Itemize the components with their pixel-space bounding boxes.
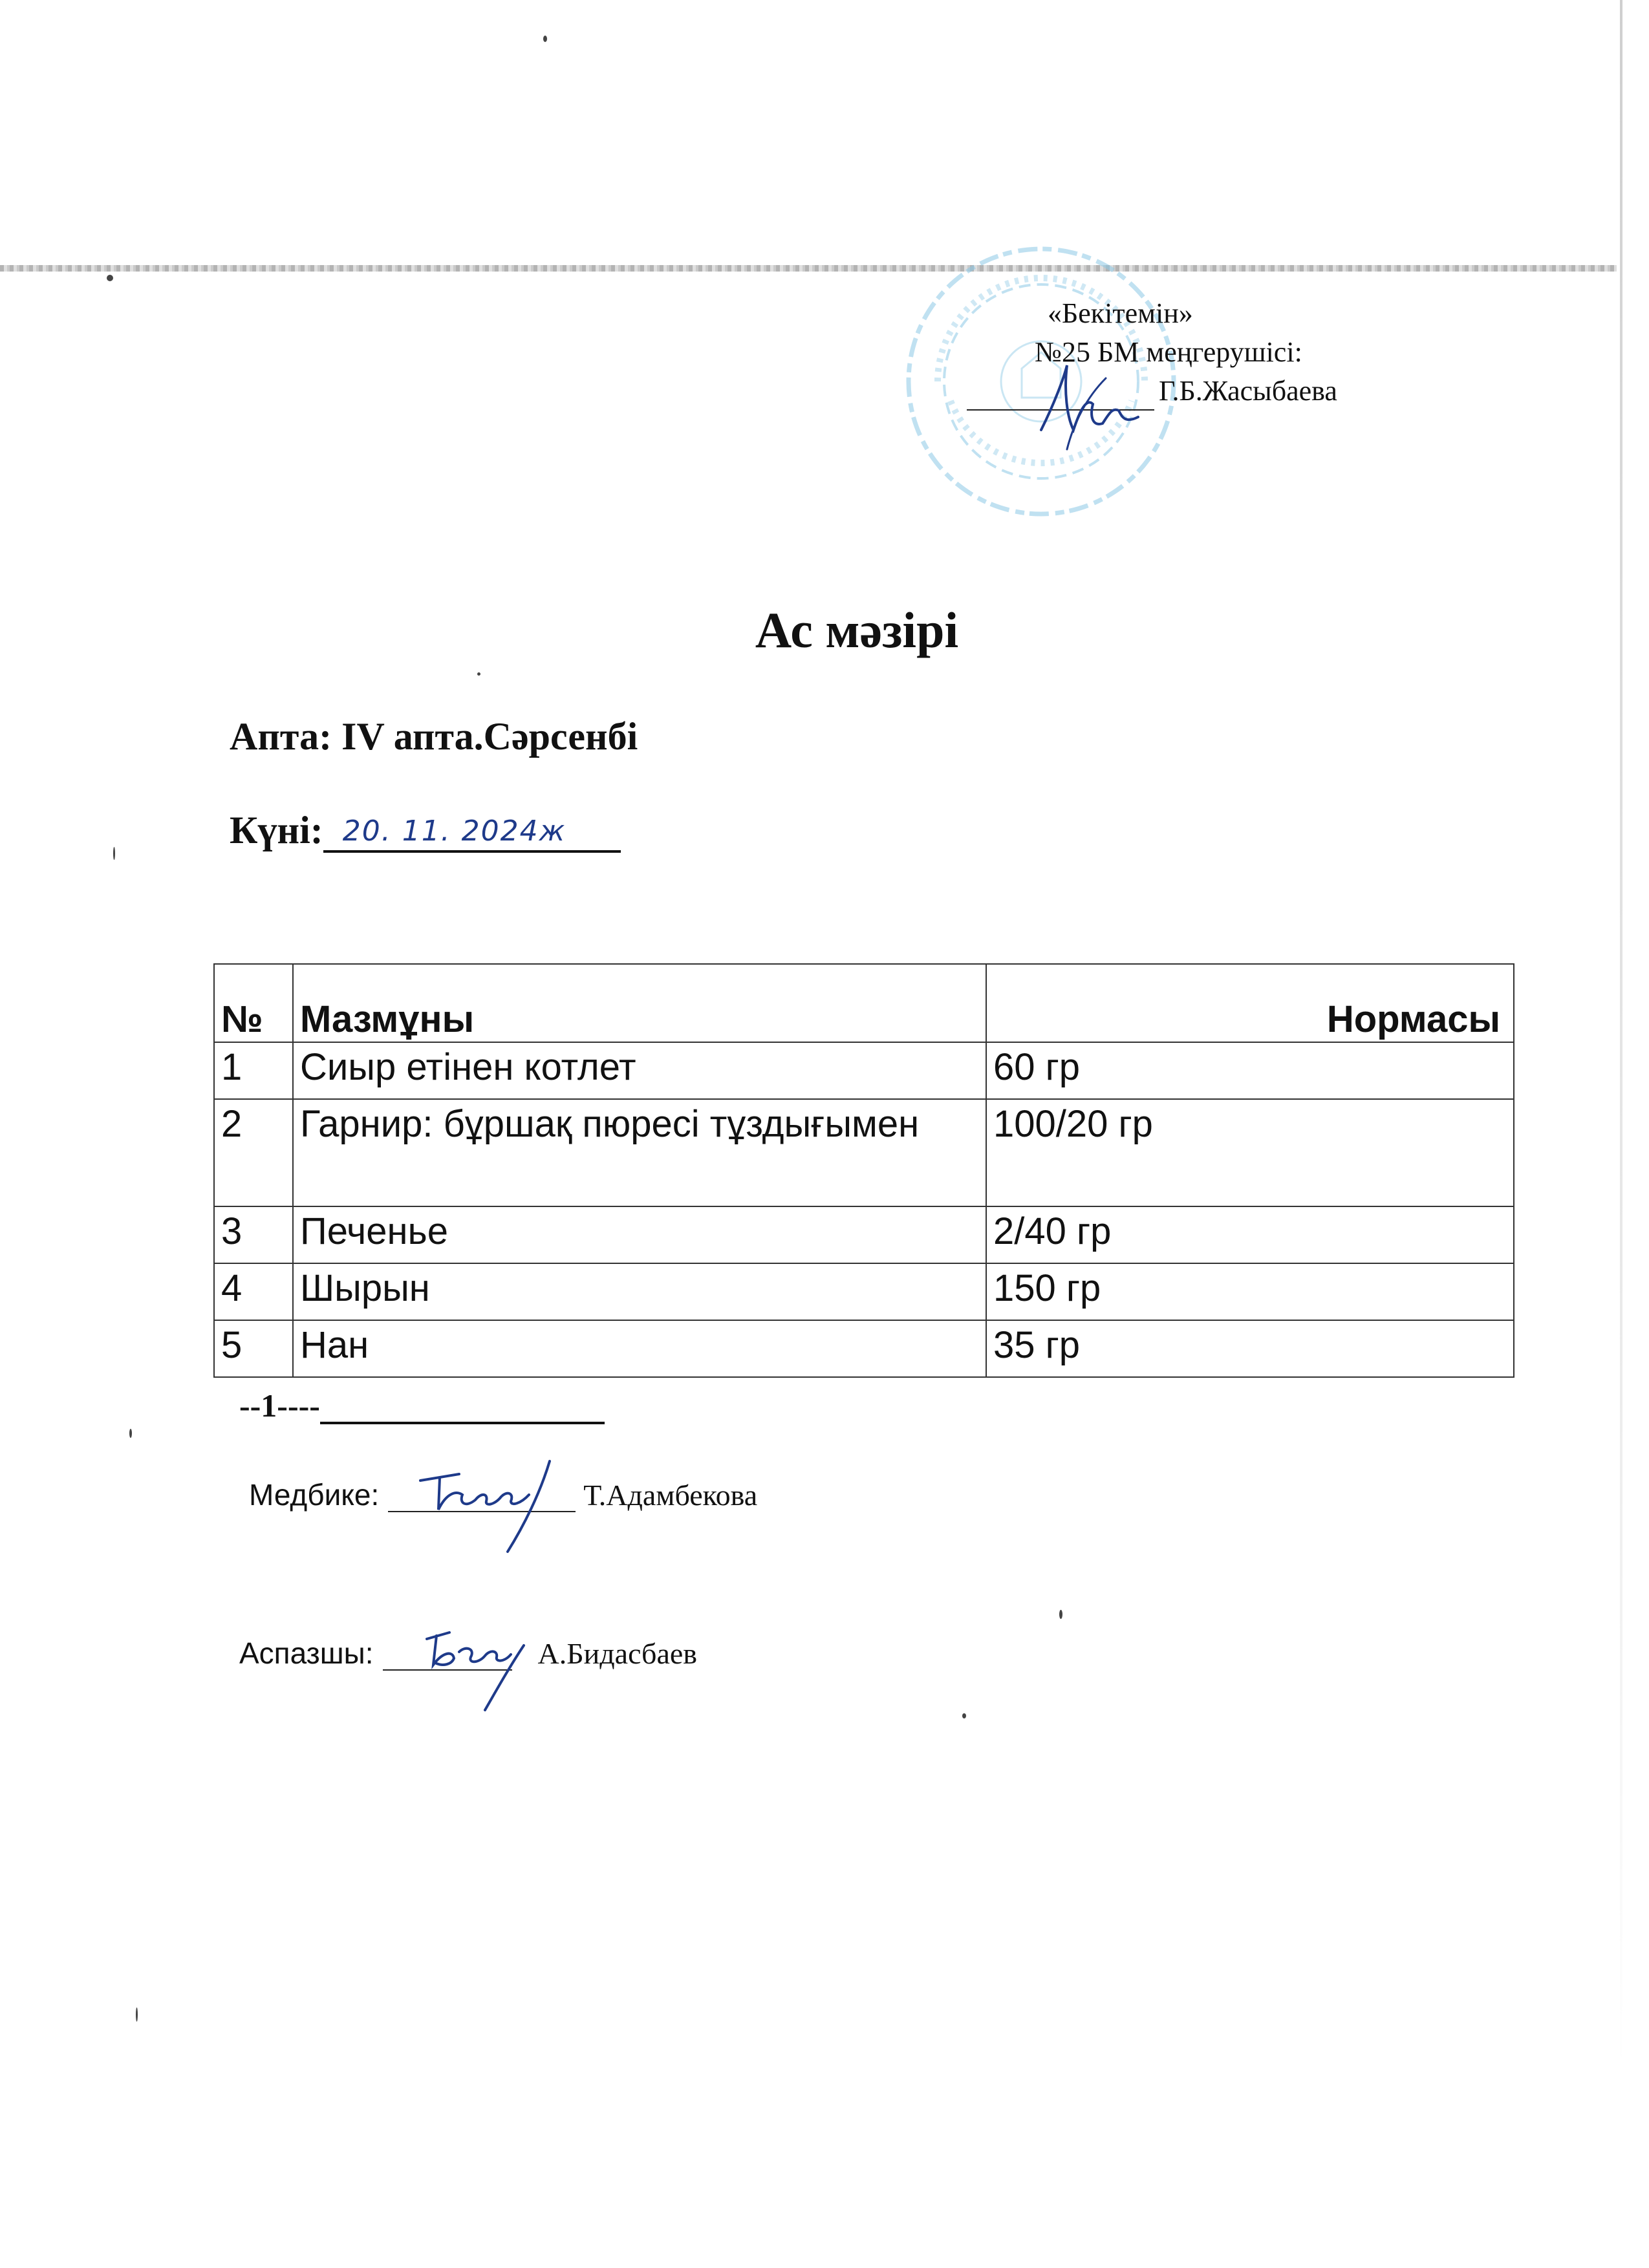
dust-speck [129,1429,132,1438]
row-norm: 150 гр [986,1263,1514,1320]
table-row [214,1206,1514,1263]
row-norm: 60 гр [986,1042,1514,1099]
row-content: Нан [293,1320,986,1377]
date-value: 20. 11. 2024ж [342,815,566,848]
cook-label: Аспазшы: [239,1636,374,1670]
table-row [214,1042,1514,1099]
dust-speck [962,1713,966,1718]
director-name: Г.Б.Жасыбаева [1159,375,1337,407]
week-value: IV апта.Сәрсенбі [341,715,638,758]
row-number: 2 [214,1099,293,1206]
date-label: Күні: [230,809,323,851]
dust-speck [477,672,480,676]
cook-name: А.Бидасбаев [537,1637,698,1670]
nurse-signature-line [249,1477,757,1512]
table-row [214,1099,1514,1206]
header-number: № [214,964,293,1042]
approval-heading: «Бекітемін» [1048,297,1193,329]
dust-speck [543,36,547,42]
cut-off-blank [320,1393,605,1424]
approval-position: №25 БМ меңгерушісі: [1035,336,1302,368]
row-number: 1 [214,1042,293,1099]
nurse-label: Медбике: [249,1478,380,1512]
approval-block [1035,294,1500,412]
header-norm: Нормасы [986,964,1514,1042]
week-line [230,714,638,759]
week-label: Апта: [230,715,332,758]
header-content: Мазмұны [293,964,986,1042]
dust-speck [136,2007,138,2022]
cook-signature-line [239,1636,697,1671]
table-row [214,1263,1514,1320]
signature-line [967,372,1154,411]
dust-speck [1059,1610,1062,1619]
cook-signature-blank [383,1641,512,1671]
scan-artifact-line [0,265,1617,272]
table-row [214,1320,1514,1377]
table-header-row [214,964,1514,1042]
row-content: Шырын [293,1263,986,1320]
date-line [230,808,621,853]
nurse-signature-blank [388,1482,576,1512]
row-content: Гарнир: бұршақ пюресі тұздығымен [293,1099,986,1206]
row-norm: 35 гр [986,1320,1514,1377]
cut-off-text: --1---- [239,1387,320,1424]
dust-speck [113,847,115,860]
dust-speck [107,275,113,281]
row-norm: 2/40 гр [986,1206,1514,1263]
row-norm: 100/20 гр [986,1099,1514,1206]
row-number: 5 [214,1320,293,1377]
page-edge-shadow [1620,0,1622,2069]
page-title: Ас мәзірі [755,602,959,658]
row-number: 3 [214,1206,293,1263]
nurse-name: Т.Адамбекова [583,1479,758,1512]
row-content: Печенье [293,1206,986,1263]
date-field [323,811,621,853]
menu-table [213,963,1514,1378]
row-number: 4 [214,1263,293,1320]
row-content: Сиыр етінен котлет [293,1042,986,1099]
cut-off-line [239,1387,605,1424]
approval-signature-row [1035,372,1500,412]
